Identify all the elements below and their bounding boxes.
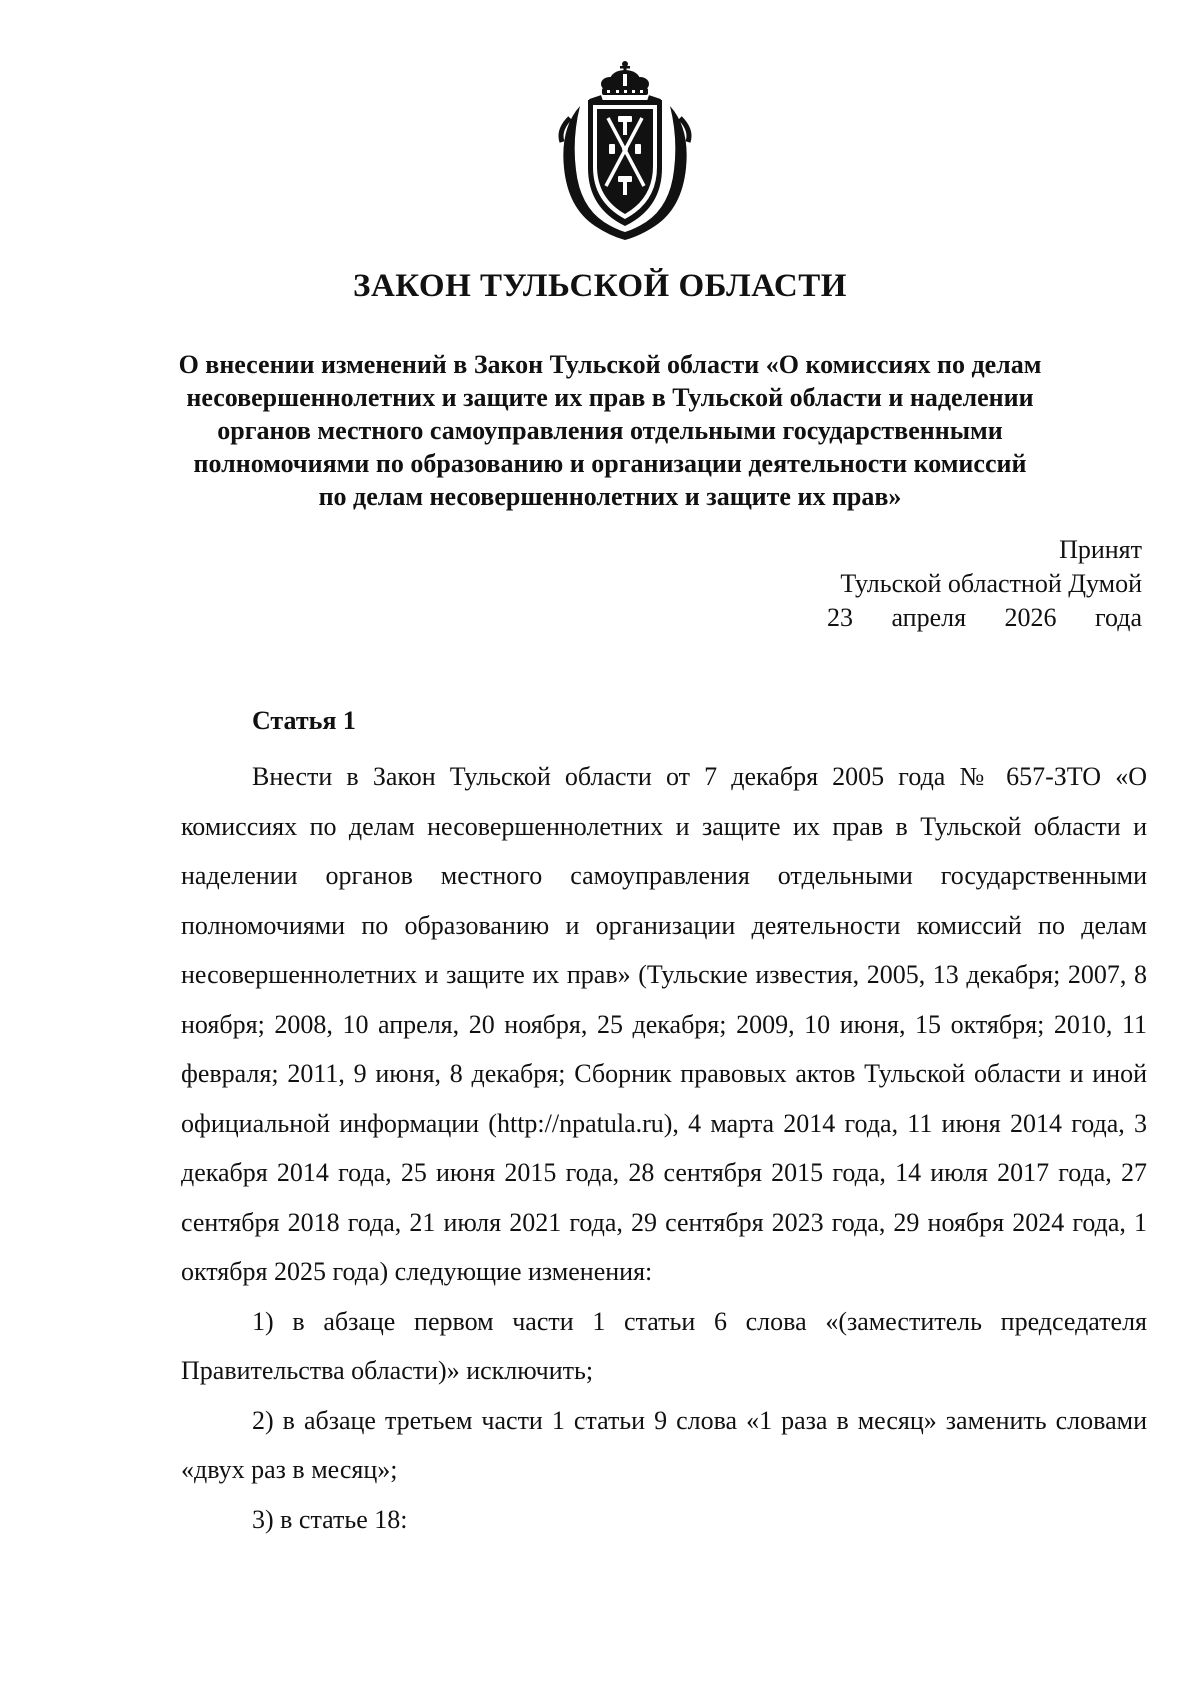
adopted-by: Тульской областной Думой — [840, 569, 1142, 598]
adoption-block — [802, 533, 1142, 635]
article-heading: Статья 1 — [252, 706, 356, 735]
subtitle-line: полномочиями по образованию и организации деятельности комиссий — [193, 449, 1027, 478]
subtitle-line: несовершеннолетних и защите их прав в Тульской области и наделении — [186, 383, 1034, 412]
adoption-day: 23 — [827, 603, 853, 632]
body-paragraph: 2) в абзаце третьем части 1 статьи 9 слова «1 раза в месяц» заменить словами «двух раз в месяц»; — [181, 1405, 1147, 1484]
adoption-year: 2026 — [1004, 603, 1057, 632]
coat-of-arms-emblem — [550, 58, 700, 243]
adoption-year-word: года — [1094, 603, 1142, 632]
law-title: ЗАКОН ТУЛЬСКОЙ ОБЛАСТИ — [353, 268, 847, 304]
body-paragraph: Внести в Закон Тульской области от 7 декабря 2005 года № 657-ЗТО «О комиссиях по делам несовершеннолетних и защите их прав в Тульской области и наделении органов местного самоуправления отдельными государственными полномочиями по образованию и организации деятельности комиссий по делам несовершеннолетних и защите их прав» (Тульские известия, 2005, 13 декабря; 2007, 8 ноября; 2008, 10 апреля, 20 ноября, 25 декабря; 2009, 10 июня, 15 октября; 2010, 11 февраля; 2011, 9 июня, 8 декабря; Сборник правовых актов Тульской области и иной официальной информации (http://npatula.ru), 4 марта 2014 года, 11 июня 2014 года, 3 декабря 2014 года, 25 июня 2015 года, 28 сентября 2015 года, 14 июля 2017 года, 27 сентября 2018 года, 21 июля 2021 года, 29 сентября 2023 года, 29 ноября 2024 года, 1 октября 2025 года) следующие изменения: — [181, 762, 1147, 1286]
adoption-date — [802, 601, 1142, 635]
adopted-label: Принят — [1059, 535, 1142, 564]
subtitle-line: по делам несовершеннолетних и защите их прав» — [318, 482, 902, 511]
subtitle-line: О внесении изменений в Закон Тульской области «О комиссиях по делам — [178, 350, 1042, 379]
adoption-month: апреля — [891, 603, 967, 632]
article-body — [181, 752, 1147, 1544]
law-subtitle — [170, 348, 1050, 513]
body-paragraph: 3) в статье 18: — [252, 1504, 408, 1534]
body-paragraph: 1) в абзаце первом части 1 статьи 6 слова «(заместитель председателя Правительства области)» исключить; — [181, 1306, 1147, 1385]
subtitle-line: органов местного самоуправления отдельными государственными — [217, 416, 1003, 445]
